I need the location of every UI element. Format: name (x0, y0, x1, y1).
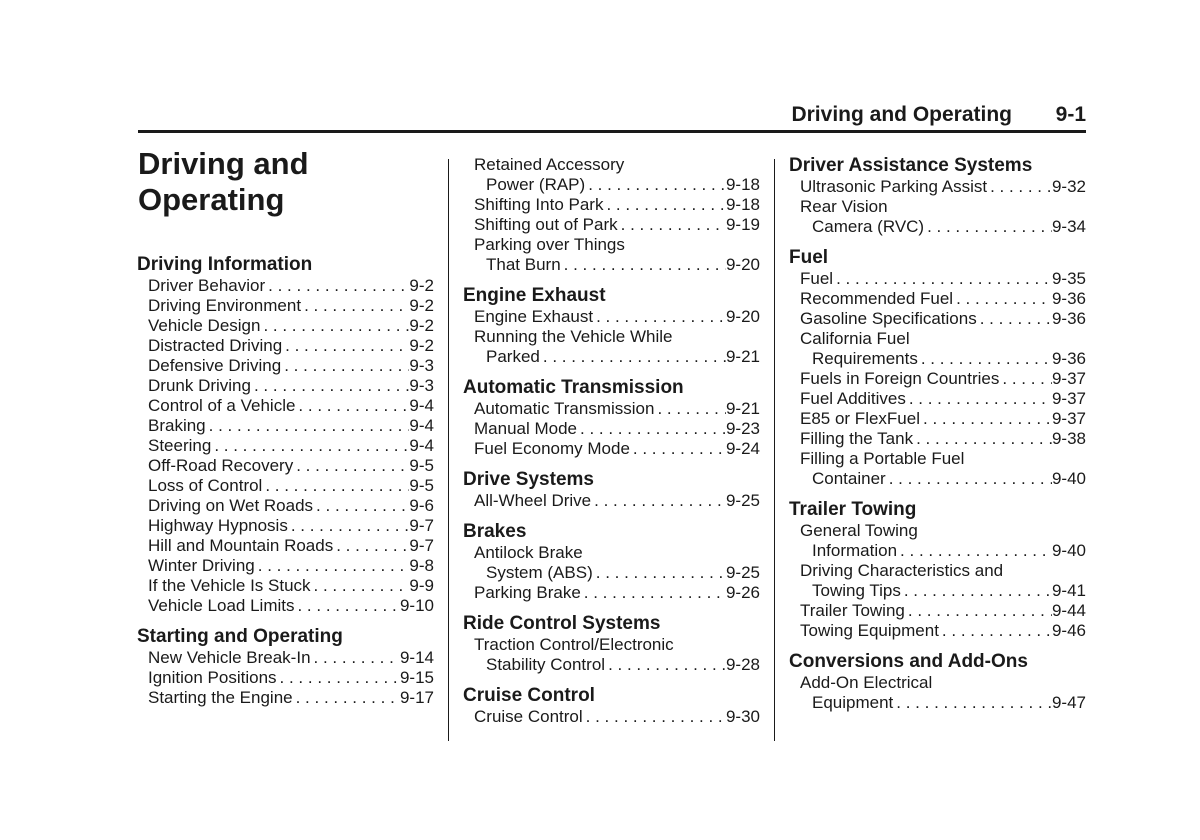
dot-leader (255, 556, 410, 576)
toc-entry-line (148, 436, 434, 456)
dot-leader (293, 688, 400, 708)
toc-entry-text-line1: Rear Vision (800, 197, 888, 216)
toc-entry-page: 9-2 (409, 296, 434, 315)
toc-section (463, 685, 760, 727)
toc-entry[interactable] (137, 648, 434, 668)
toc-entry-text: Fuel Additives (800, 389, 906, 408)
toc-entry-text-line1: Running the Vehicle While (474, 327, 673, 346)
dot-leader (288, 516, 410, 536)
toc-entry[interactable] (137, 296, 434, 316)
toc-entry-text-line1: Traction Control/Electronic (474, 635, 674, 654)
toc-entry-page: 9-9 (409, 576, 434, 595)
dot-leader (999, 369, 1052, 389)
toc-section (463, 377, 760, 459)
toc-entry[interactable] (137, 576, 434, 596)
toc-entry-text-line1: Filling a Portable Fuel (800, 449, 965, 468)
toc-section (137, 254, 434, 616)
toc-entry[interactable] (789, 409, 1086, 429)
toc-entry[interactable] (137, 456, 434, 476)
toc-entry[interactable] (789, 673, 1086, 713)
toc-entry-text: Steering (148, 436, 212, 455)
toc-entry-page: 9-4 (409, 396, 434, 415)
toc-entry-line (800, 349, 1086, 369)
dot-leader (924, 217, 1052, 237)
toc-entry-page: 9-18 (725, 175, 760, 194)
toc-entry-page: 9-44 (1051, 601, 1086, 620)
toc-section-title[interactable]: Automatic Transmission (463, 377, 684, 398)
toc-column-3 (789, 155, 1086, 723)
toc-entry-page: 9-2 (409, 336, 434, 355)
dot-leader (654, 399, 726, 419)
toc-entry-line (474, 439, 760, 459)
toc-entry-page: 9-3 (409, 356, 434, 375)
dot-leader (295, 396, 409, 416)
toc-entry-text: Cruise Control (474, 707, 583, 726)
dot-leader (906, 389, 1052, 409)
toc-entry-line (148, 416, 434, 436)
toc-entry-text: Trailer Towing (800, 601, 905, 620)
toc-continued-section (463, 155, 760, 275)
toc-section (137, 626, 434, 708)
dot-leader (277, 668, 400, 688)
toc-entry[interactable] (789, 309, 1086, 329)
toc-entry-page: 9-19 (725, 215, 760, 234)
toc-entry-text: E85 or FlexFuel (800, 409, 920, 428)
toc-entry[interactable] (463, 155, 760, 195)
toc-entry-page: 9-40 (1051, 541, 1086, 560)
toc-entry-line (474, 307, 760, 327)
toc-entry-line (474, 175, 760, 195)
toc-entry[interactable] (463, 307, 760, 327)
toc-section (789, 155, 1086, 237)
toc-entry[interactable] (463, 215, 760, 235)
toc-entry-page: 9-40 (1051, 469, 1086, 488)
toc-entry[interactable] (463, 419, 760, 439)
toc-entry[interactable] (789, 429, 1086, 449)
toc-entry-line (800, 581, 1086, 601)
toc-entry-text: If the Vehicle Is Stuck (148, 576, 311, 595)
dot-leader (833, 269, 1052, 289)
toc-entry-line (474, 215, 760, 235)
toc-entry-text: Parking Brake (474, 583, 581, 602)
dot-leader (281, 356, 409, 376)
toc-entry[interactable] (463, 635, 760, 675)
dot-leader (918, 349, 1052, 369)
toc-entry-page: 9-8 (409, 556, 434, 575)
toc-section (463, 469, 760, 511)
toc-entry-line (148, 668, 434, 688)
toc-entry-text: Winter Driving (148, 556, 255, 575)
toc-entry-text: Shifting Into Park (474, 195, 604, 214)
toc-section-title[interactable]: Ride Control Systems (463, 613, 661, 634)
dot-leader (593, 307, 726, 327)
toc-entry-line (800, 289, 1086, 309)
dot-leader (603, 195, 726, 215)
toc-entry-page: 9-36 (1051, 349, 1086, 368)
toc-entry-text: Container (812, 469, 886, 488)
toc-entry-page: 9-5 (409, 476, 434, 495)
toc-entry-text: Filling the Tank (800, 429, 914, 448)
toc-entry-page: 9-3 (409, 376, 434, 395)
toc-section-title[interactable]: Cruise Control (463, 685, 595, 706)
toc-entry-line (148, 376, 434, 396)
toc-entry-page: 9-17 (399, 688, 434, 707)
running-header-title: Driving and Operating (791, 103, 1012, 126)
toc-entry[interactable] (789, 621, 1086, 641)
toc-entry-line (474, 707, 760, 727)
toc-section (789, 651, 1086, 713)
toc-entry-page: 9-28 (725, 655, 760, 674)
toc-entry[interactable] (137, 276, 434, 296)
toc-entry-page: 9-37 (1051, 369, 1086, 388)
toc-entry-text: Vehicle Load Limits (148, 596, 295, 615)
toc-entry-text-line1: Antilock Brake (474, 543, 583, 562)
column-divider (774, 159, 775, 741)
toc-section-title[interactable]: Conversions and Add-Ons (789, 651, 1028, 672)
toc-entry-line (474, 655, 760, 675)
toc-entry[interactable] (463, 491, 760, 511)
toc-entry-page: 9-2 (409, 316, 434, 335)
toc-entry-line (800, 541, 1086, 561)
dot-leader (540, 347, 726, 367)
toc-entry-page: 9-18 (725, 195, 760, 214)
toc-entry-text: Equipment (812, 693, 894, 712)
toc-entry[interactable] (789, 329, 1086, 369)
toc-entry-text: Ignition Positions (148, 668, 277, 687)
toc-entry-text: Shifting out of Park (474, 215, 618, 234)
toc-entry-page: 9-35 (1051, 269, 1086, 288)
toc-entry-text: Recommended Fuel (800, 289, 954, 308)
toc-entry[interactable] (137, 436, 434, 456)
toc-entry[interactable] (137, 668, 434, 688)
toc-entry-line (148, 296, 434, 316)
toc-column-2 (463, 155, 760, 737)
toc-entry-text: Fuel Economy Mode (474, 439, 630, 458)
toc-entry-page: 9-26 (725, 583, 760, 602)
toc-entry-text: New Vehicle Break-In (148, 648, 311, 667)
toc-entry-page: 9-34 (1051, 217, 1086, 236)
dot-leader (206, 416, 410, 436)
toc-entry-page: 9-37 (1051, 389, 1086, 408)
toc-entry-text: Stability Control (486, 655, 606, 674)
toc-entry[interactable] (789, 289, 1086, 309)
toc-entry-text-line1: Parking over Things (474, 235, 625, 254)
toc-entry-page: 9-4 (409, 436, 434, 455)
toc-entry[interactable] (463, 583, 760, 603)
toc-entry-text-line1: General Towing (800, 521, 918, 540)
toc-entry-text: Distracted Driving (148, 336, 283, 355)
toc-entry[interactable] (137, 376, 434, 396)
toc-entry[interactable] (463, 235, 760, 275)
toc-entry-text: Highway Hypnosis (148, 516, 288, 535)
toc-entry[interactable] (789, 177, 1086, 197)
toc-entry-line (800, 621, 1086, 641)
toc-entry-text-line1: Driving Characteristics and (800, 561, 1004, 580)
toc-entry-line (148, 456, 434, 476)
toc-entry-text: Off-Road Recovery (148, 456, 294, 475)
toc-section (463, 613, 760, 675)
toc-entry-page: 9-36 (1051, 289, 1086, 308)
toc-entry[interactable] (137, 596, 434, 616)
toc-entry-text-line1: Retained Accessory (474, 155, 625, 174)
toc-entry-text: Driving Environment (148, 296, 302, 315)
toc-entry-line (148, 396, 434, 416)
toc-entry-line (148, 516, 434, 536)
dot-leader (333, 536, 409, 556)
dot-leader (577, 419, 726, 439)
dot-leader (301, 296, 409, 316)
toc-entry-text: Defensive Driving (148, 356, 282, 375)
toc-entry-line (474, 255, 760, 275)
toc-entry-text: Drunk Driving (148, 376, 251, 395)
toc-entry-line (148, 356, 434, 376)
toc-entry-text: Power (RAP) (486, 175, 586, 194)
toc-entry[interactable] (137, 416, 434, 436)
toc-entry-line (474, 399, 760, 419)
toc-section (789, 499, 1086, 641)
toc-entry[interactable] (789, 369, 1086, 389)
toc-entry-line (148, 476, 434, 496)
dot-leader (605, 655, 726, 675)
toc-entry-line (148, 688, 434, 708)
dot-leader (953, 289, 1052, 309)
toc-column-1 (137, 254, 434, 718)
toc-entry[interactable] (789, 389, 1086, 409)
dot-leader (293, 456, 409, 476)
toc-entry-page: 9-32 (1051, 177, 1086, 196)
dot-leader (311, 576, 410, 596)
toc-section-title[interactable]: Fuel (789, 247, 829, 268)
toc-entry-page: 9-14 (399, 648, 434, 667)
dot-leader (262, 476, 409, 496)
toc-section-title[interactable]: Drive Systems (463, 469, 594, 490)
dot-leader (913, 429, 1052, 449)
toc-entry[interactable] (137, 316, 434, 336)
toc-entry-line (800, 693, 1086, 713)
toc-entry-line (148, 576, 434, 596)
toc-section (463, 285, 760, 367)
toc-entry-text-line1: Add-On Electrical (800, 673, 933, 692)
toc-entry-text-line1: California Fuel (800, 329, 910, 348)
dot-leader (581, 583, 726, 603)
dot-leader (311, 648, 400, 668)
toc-entry[interactable] (463, 439, 760, 459)
toc-entry-line (800, 469, 1086, 489)
toc-entry-line (474, 347, 760, 367)
toc-entry-page: 9-7 (409, 536, 434, 555)
toc-entry-page: 9-20 (725, 307, 760, 326)
dot-leader (905, 601, 1052, 621)
toc-entry-text: Fuels in Foreign Countries (800, 369, 1000, 388)
toc-entry-line (148, 536, 434, 556)
toc-entry-page: 9-21 (725, 399, 760, 418)
toc-entry[interactable] (137, 688, 434, 708)
toc-entry-line (800, 177, 1086, 197)
toc-entry-page: 9-36 (1051, 309, 1086, 328)
toc-entry-page: 9-15 (399, 668, 434, 687)
toc-entry[interactable] (137, 476, 434, 496)
toc-entry-line (800, 217, 1086, 237)
toc-section-title[interactable]: Trailer Towing (789, 499, 917, 520)
toc-entry-text: System (ABS) (486, 563, 593, 582)
toc-entry-page: 9-24 (725, 439, 760, 458)
toc-entry[interactable] (463, 399, 760, 419)
toc-entry-line (800, 601, 1086, 621)
toc-entry-page: 9-25 (725, 491, 760, 510)
running-header-page-number: 9-1 (1055, 103, 1086, 126)
dot-leader (585, 175, 726, 195)
toc-entry-line (474, 195, 760, 215)
toc-entry-line (800, 409, 1086, 429)
toc-entry[interactable] (137, 356, 434, 376)
toc-entry-text: Fuel (800, 269, 834, 288)
toc-entry-page: 9-38 (1051, 429, 1086, 448)
dot-leader (313, 496, 409, 516)
toc-entry-line (474, 583, 760, 603)
page-header (138, 100, 1086, 133)
toc-entry-text: Ultrasonic Parking Assist (800, 177, 988, 196)
dot-leader (630, 439, 726, 459)
dot-leader (260, 316, 409, 336)
toc-entry-line (800, 389, 1086, 409)
toc-entry[interactable] (137, 496, 434, 516)
toc-entry-text: Automatic Transmission (474, 399, 655, 418)
toc-entry-text: Control of a Vehicle (148, 396, 296, 415)
toc-entry-line (800, 369, 1086, 389)
toc-entry-page: 9-2 (409, 276, 434, 295)
toc-entry-page: 9-20 (725, 255, 760, 274)
toc-entry-page: 9-7 (409, 516, 434, 535)
dot-leader (265, 276, 409, 296)
toc-entry-text: All-Wheel Drive (474, 491, 592, 510)
toc-section-title[interactable]: Engine Exhaust (463, 285, 606, 306)
toc-entry[interactable] (137, 536, 434, 556)
toc-entry-line (148, 336, 434, 356)
dot-leader (939, 621, 1052, 641)
toc-entry-page: 9-30 (725, 707, 760, 726)
toc-entry-line (148, 316, 434, 336)
toc-entry[interactable] (789, 561, 1086, 601)
toc-entry-line (800, 309, 1086, 329)
toc-section (789, 247, 1086, 489)
toc-entry-text: Information (812, 541, 898, 560)
toc-entry[interactable] (463, 327, 760, 367)
toc-entry-text: That Burn (486, 255, 561, 274)
dot-leader (583, 707, 726, 727)
toc-entry-line (474, 419, 760, 439)
toc-section-title[interactable]: Starting and Operating (137, 626, 343, 647)
toc-entry[interactable] (137, 396, 434, 416)
toc-entry-line (800, 269, 1086, 289)
toc-entry-page: 9-37 (1051, 409, 1086, 428)
dot-leader (211, 436, 409, 456)
toc-entry[interactable] (789, 197, 1086, 237)
toc-entry[interactable] (137, 516, 434, 536)
toc-entry-line (148, 556, 434, 576)
toc-entry[interactable] (463, 543, 760, 583)
toc-entry[interactable] (789, 521, 1086, 561)
toc-entry[interactable] (463, 195, 760, 215)
toc-entry-page: 9-10 (399, 596, 434, 615)
dot-leader (561, 255, 726, 275)
dot-leader (251, 376, 409, 396)
toc-entry-line (148, 276, 434, 296)
toc-entry-text: Towing Equipment (800, 621, 939, 640)
dot-leader (893, 693, 1052, 713)
dot-leader (987, 177, 1052, 197)
toc-section (463, 521, 760, 603)
toc-entry[interactable] (789, 269, 1086, 289)
toc-entry-text: Camera (RVC) (812, 217, 925, 236)
dot-leader (977, 309, 1052, 329)
toc-entry-text: Loss of Control (148, 476, 263, 495)
toc-entry-text: Gasoline Specifications (800, 309, 977, 328)
dot-leader (591, 491, 726, 511)
toc-entry-line (148, 496, 434, 516)
toc-entry[interactable] (137, 336, 434, 356)
dot-leader (886, 469, 1052, 489)
dot-leader (897, 541, 1052, 561)
toc-entry-text: Driver Behavior (148, 276, 266, 295)
toc-entry-line (474, 563, 760, 583)
toc-entry-text: Starting the Engine (148, 688, 293, 707)
toc-entry-text: Towing Tips (812, 581, 901, 600)
toc-entry-text: Hill and Mountain Roads (148, 536, 334, 555)
toc-entry-line (148, 596, 434, 616)
toc-entry-page: 9-41 (1051, 581, 1086, 600)
dot-leader (294, 596, 399, 616)
toc-entry-text: Parked (486, 347, 540, 366)
toc-entry-text: Requirements (812, 349, 918, 368)
toc-entry-page: 9-4 (409, 416, 434, 435)
chapter-title: Driving and Operating (138, 146, 309, 217)
toc-entry-page: 9-5 (409, 456, 434, 475)
toc-entry-text: Engine Exhaust (474, 307, 594, 326)
toc-entry-page: 9-46 (1051, 621, 1086, 640)
dot-leader (920, 409, 1052, 429)
toc-entry[interactable] (789, 449, 1086, 489)
dot-leader (901, 581, 1052, 601)
dot-leader (618, 215, 726, 235)
toc-entry[interactable] (463, 707, 760, 727)
toc-entry-line (474, 491, 760, 511)
toc-entry-text: Vehicle Design (148, 316, 261, 335)
toc-entry-page: 9-25 (725, 563, 760, 582)
toc-entry-page: 9-6 (409, 496, 434, 515)
toc-section-title[interactable]: Brakes (463, 521, 527, 542)
toc-entry-text: Braking (148, 416, 206, 435)
toc-entry-page: 9-47 (1051, 693, 1086, 712)
toc-entry[interactable] (789, 601, 1086, 621)
toc-entry-line (148, 648, 434, 668)
toc-entry-text: Driving on Wet Roads (148, 496, 314, 515)
toc-entry-page: 9-21 (725, 347, 760, 366)
toc-section-title[interactable]: Driver Assistance Systems (789, 155, 1033, 176)
dot-leader (282, 336, 409, 356)
toc-entry-text: Manual Mode (474, 419, 578, 438)
dot-leader (593, 563, 726, 583)
toc-section-title[interactable]: Driving Information (137, 254, 313, 275)
toc-entry-line (800, 429, 1086, 449)
column-divider (448, 159, 449, 741)
toc-entry[interactable] (137, 556, 434, 576)
toc-entry-page: 9-23 (725, 419, 760, 438)
